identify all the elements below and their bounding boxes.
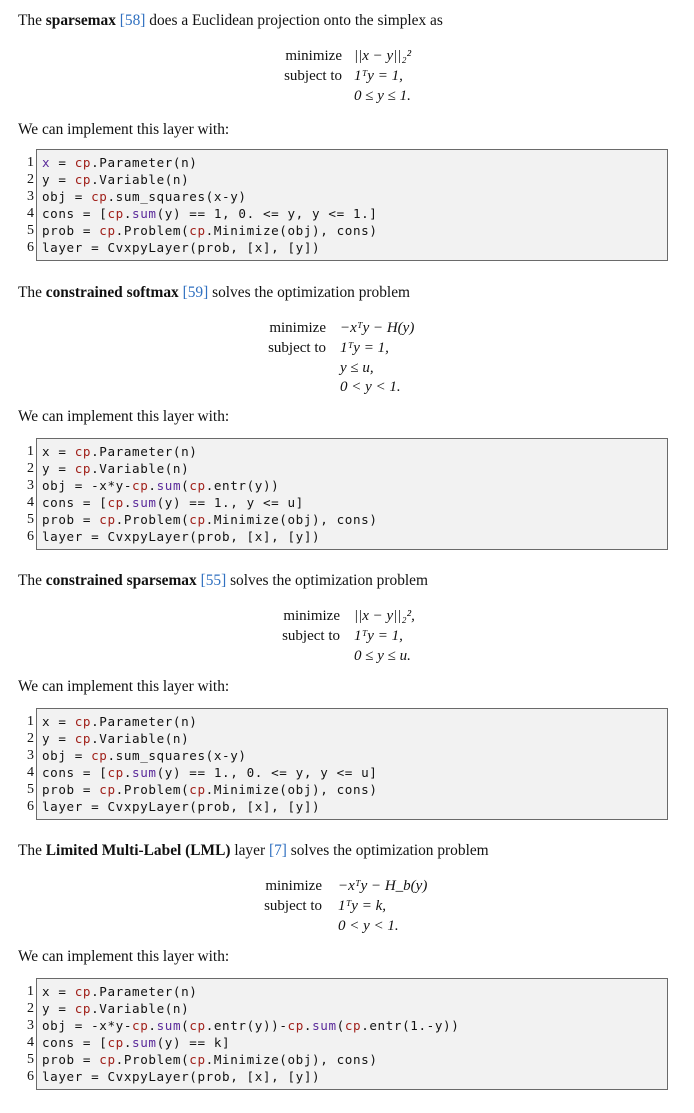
code-block-sparsemax: [36, 149, 668, 261]
paragraph-sparsemax: The sparsemax [58] does a Euclidean projection onto the simplex as: [18, 12, 443, 29]
code-line: y = cp.Variable(n): [42, 172, 190, 187]
paragraph-constrained-softmax: The constrained softmax [59] solves the optimization problem: [18, 284, 411, 301]
code-block-lml: [36, 978, 668, 1090]
code-line: cons = [cp.sum(y) == 1., y <= u]: [42, 495, 304, 510]
code-line: cons = [cp.sum(y) == 1, 0. <= y, y <= 1.]: [42, 206, 378, 221]
implementation-text: We can implement this layer with:: [18, 408, 230, 425]
implementation-text: We can implement this layer with:: [18, 948, 230, 965]
code-line: prob = cp.Problem(cp.Minimize(obj), cons): [42, 223, 378, 238]
code-block-constrained-sparsemax: [36, 708, 668, 820]
citation-link[interactable]: [55]: [200, 572, 227, 589]
code-block-constrained-softmax: [36, 438, 668, 550]
code-line: prob = cp.Problem(cp.Minimize(obj), cons): [42, 512, 378, 527]
label-minimize: minimize: [283, 608, 340, 624]
code-line: layer = CvxpyLayer(prob, [x], [y]): [42, 1069, 321, 1084]
constraint: 0 ≤ y ≤ 1.: [354, 88, 411, 104]
code-line: layer = CvxpyLayer(prob, [x], [y]): [42, 799, 321, 814]
code-line: obj = -x*y-cp.sum(cp.entr(y)): [42, 478, 280, 493]
code-line: obj = -x*y-cp.sum(cp.entr(y))-cp.sum(cp.entr(1.-y)): [42, 1018, 460, 1033]
code-line: x = cp.Parameter(n): [42, 444, 198, 459]
citation-link[interactable]: [58]: [119, 12, 146, 29]
paragraph-lml: The Limited Multi-Label (LML) layer [7] solves the optimization problem: [18, 842, 489, 859]
label-subject-to: subject to: [264, 898, 322, 914]
label-subject-to: subject to: [282, 628, 340, 644]
paragraph-constrained-sparsemax: The constrained sparsemax [55] solves the optimization problem: [18, 572, 428, 589]
label-subject-to: subject to: [284, 68, 342, 84]
constraint: y ≤ u,: [340, 360, 374, 376]
term-constrained-sparsemax: constrained sparsemax: [45, 572, 197, 589]
code-line: obj = cp.sum_squares(x-y): [42, 189, 247, 204]
code-line: layer = CvxpyLayer(prob, [x], [y]): [42, 529, 321, 544]
objective: ||x − y||₂²: [354, 48, 412, 64]
label-subject-to: subject to: [268, 340, 326, 356]
code-line: prob = cp.Problem(cp.Minimize(obj), cons): [42, 1052, 378, 1067]
constraint: 1ᵀy = 1,: [354, 628, 403, 644]
code-line: x = cp.Parameter(n): [42, 155, 198, 170]
constraint: 1ᵀy = 1,: [340, 340, 389, 356]
citation-link[interactable]: [59]: [182, 284, 209, 301]
code-line: y = cp.Variable(n): [42, 461, 190, 476]
code-line: x = cp.Parameter(n): [42, 984, 198, 999]
term-lml: Limited Multi-Label (LML): [45, 842, 231, 859]
code-line: y = cp.Variable(n): [42, 1001, 190, 1016]
code-line: obj = cp.sum_squares(x-y): [42, 748, 247, 763]
objective: ||x − y||₂²,: [354, 608, 415, 624]
code-line: cons = [cp.sum(y) == 1., 0. <= y, y <= u]: [42, 765, 378, 780]
label-minimize: minimize: [285, 48, 342, 64]
term-constrained-softmax: constrained softmax: [45, 284, 179, 301]
constraint: 0 < y < 1.: [338, 918, 399, 934]
constraint: 1ᵀy = 1,: [354, 68, 403, 84]
constraint: 0 ≤ y ≤ u.: [354, 648, 411, 664]
implementation-text: We can implement this layer with:: [18, 121, 230, 138]
term-sparsemax: sparsemax: [45, 12, 116, 29]
implementation-text: We can implement this layer with:: [18, 678, 230, 695]
code-line: prob = cp.Problem(cp.Minimize(obj), cons): [42, 782, 378, 797]
code-line: x = cp.Parameter(n): [42, 714, 198, 729]
code-line: layer = CvxpyLayer(prob, [x], [y]): [42, 240, 321, 255]
label-minimize: minimize: [265, 878, 322, 894]
code-line: cons = [cp.sum(y) == k]: [42, 1035, 231, 1050]
constraint: 1ᵀy = k,: [338, 898, 386, 914]
citation-link[interactable]: [7]: [268, 842, 287, 859]
objective: −xᵀy − H_b(y): [338, 878, 428, 894]
label-minimize: minimize: [269, 320, 326, 336]
constraint: 0 < y < 1.: [340, 379, 401, 395]
objective: −xᵀy − H(y): [340, 320, 415, 336]
code-line: y = cp.Variable(n): [42, 731, 190, 746]
